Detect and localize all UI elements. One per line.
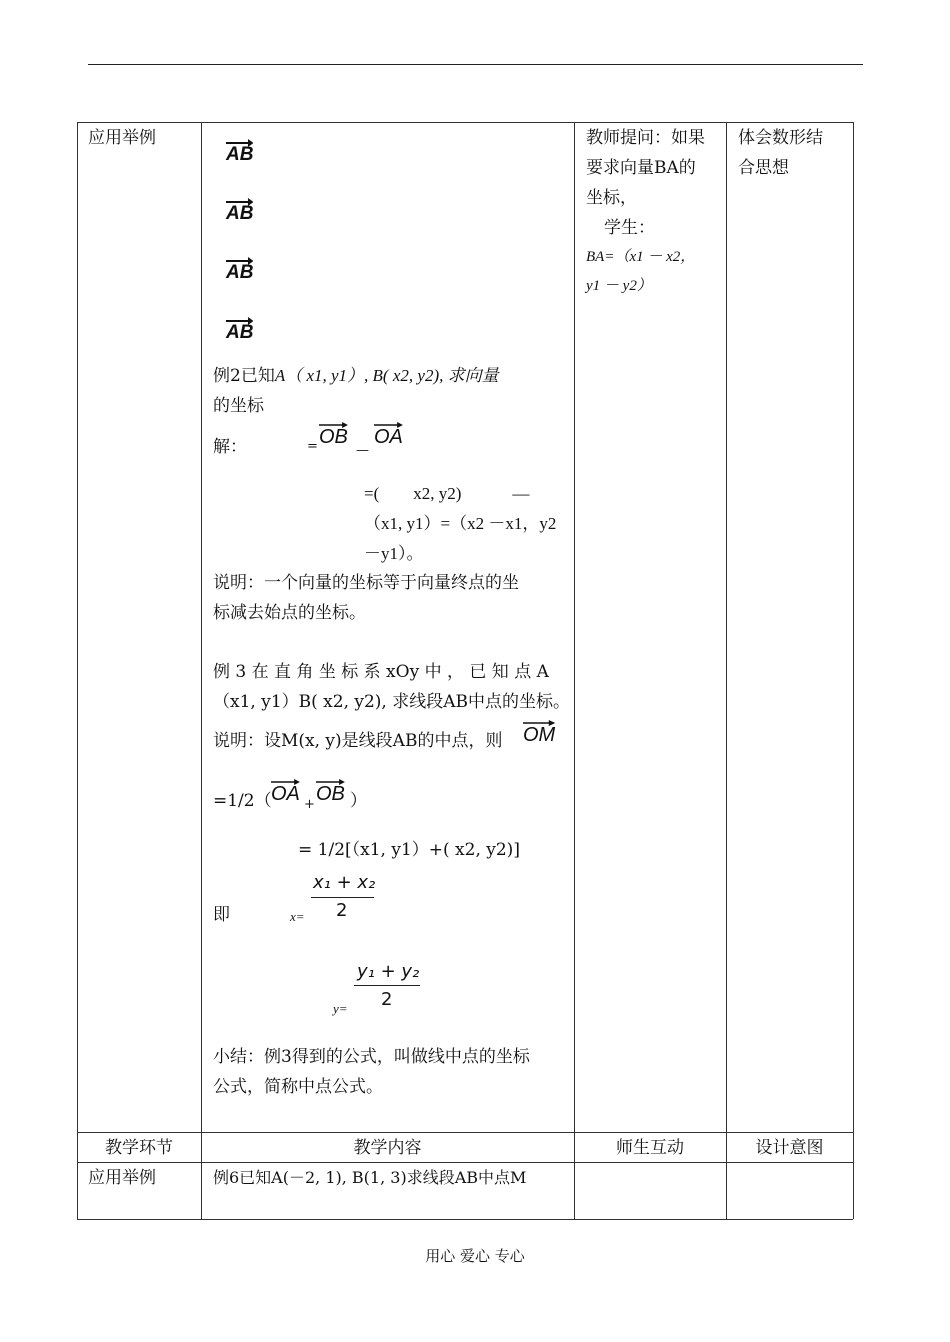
vector-ob: [319, 426, 348, 449]
table-col-divider-1: [201, 122, 202, 1219]
interaction-line4: 学生：: [604, 218, 655, 238]
vector-ab-1: [226, 144, 253, 166]
vector-ab-2: [226, 203, 253, 225]
solve-eq-prefix: =: [307, 439, 318, 454]
table-col-divider-3: [726, 122, 727, 1219]
example3-line1: 例 3 在 直 角 坐 标 系 xOy 中 ， 已 知 点 A: [213, 662, 549, 682]
intent-line1: 体会数形结: [738, 128, 823, 148]
vector-arrow-icon: [226, 317, 253, 325]
interaction-line5: BA=（x1 － x2，: [586, 249, 696, 265]
interaction-line2: 要求向量BA的: [586, 158, 696, 178]
interaction-line6: y1 － y2）: [586, 278, 652, 294]
half-plus: +: [304, 797, 315, 812]
vector-ab-text: AB: [226, 203, 254, 224]
example2-line2: 的坐标: [213, 396, 264, 416]
vector-arrow-icon: [374, 421, 403, 429]
solve-minus: —: [356, 443, 369, 458]
calc-line2: （x1, y1）=（x2 －x1，y2: [364, 514, 557, 533]
x-fraction-bar: [311, 897, 374, 898]
page-footer: 用心 爱心 专心: [425, 1247, 525, 1265]
header-col3: 师生互动: [616, 1138, 684, 1158]
vector-arrow-icon: [316, 778, 345, 786]
row2-section-label: 应用举例: [88, 1168, 156, 1188]
y-fraction-numerator: y₁ + y₂: [357, 961, 420, 982]
row2-content: 例6已知A(－2, 1), B(1, 3)求线段AB中点M: [213, 1168, 527, 1187]
vector-oa-2: [271, 783, 300, 806]
vector-arrow-icon: [226, 257, 253, 265]
table-top-border: [77, 122, 853, 123]
half-suffix: ）: [350, 791, 367, 811]
example2-label: 例2已知: [213, 366, 275, 386]
vector-arrow-icon: [271, 778, 300, 786]
example2-points: A（ x1, y1）, B( x2, y2), 求向量: [274, 366, 499, 385]
ji-label: 即: [213, 905, 230, 925]
vector-ob-2: [316, 783, 345, 806]
x-fraction-numerator: x₁ + x₂: [313, 872, 376, 893]
solve-label: 解：: [213, 437, 247, 457]
y-eq: y=: [333, 1001, 348, 1016]
table-bottom-border: [77, 1219, 853, 1220]
example3-line3: 说明：设M(x, y)是线段AB的中点，则: [213, 731, 503, 751]
vector-arrow-icon: [226, 198, 253, 206]
vector-ob-text: OB: [319, 426, 348, 448]
summary-line2: 公式，简称中点公式。: [213, 1077, 383, 1097]
x-fraction-denominator: 2: [336, 900, 348, 921]
table-left-border: [77, 122, 78, 1219]
interaction-line3: 坐标，: [586, 188, 637, 208]
intent-line2: 合思想: [738, 158, 789, 178]
example2-line1: [213, 361, 499, 391]
vector-ab-text: AB: [226, 262, 254, 283]
vector-oa: [374, 426, 403, 449]
summary-line1: 小结：例3得到的公式，叫做线中点的坐标: [213, 1047, 530, 1067]
vector-oa-text: OA: [374, 426, 403, 448]
vector-arrow-icon: [523, 719, 555, 727]
vector-ab-text: AB: [226, 322, 254, 343]
calc-line1: =( x2, y2) —: [364, 484, 530, 503]
table-col-divider-2: [574, 122, 575, 1219]
header-col1: 教学环节: [105, 1138, 173, 1158]
example3-line2: （x1, y1）B( x2, y2), 求线段AB中点的坐标。: [213, 692, 570, 712]
note1-line1: 说明：一个向量的坐标等于向量终点的坐: [213, 573, 519, 593]
x-eq: x=: [290, 909, 305, 924]
table-right-border: [853, 122, 854, 1219]
example3-line5: = 1/2[（x1, y1）+( x2, y2)]: [298, 840, 520, 860]
y-fraction-denominator: 2: [381, 989, 393, 1010]
y-fraction-bar: [354, 985, 420, 986]
note1-line2: 标减去始点的坐标。: [213, 603, 366, 623]
vector-ab-3: [226, 262, 253, 284]
vector-ab-4: [226, 322, 253, 344]
vector-ab-text: AB: [226, 144, 254, 165]
half-prefix: =1/2（: [213, 791, 272, 811]
interaction-line1: 教师提问：如果: [586, 128, 705, 148]
vector-oa-text: OA: [271, 783, 300, 805]
calc-line3: －y1）。: [364, 544, 424, 563]
vector-om: [523, 724, 555, 747]
vector-arrow-icon: [226, 139, 253, 147]
section-label: 应用举例: [88, 128, 156, 148]
vector-ob-text: OB: [316, 783, 345, 805]
vector-om-text: OM: [523, 724, 556, 746]
header-col4: 设计意图: [755, 1138, 824, 1158]
header-col2: 教学内容: [353, 1138, 422, 1158]
vector-arrow-icon: [319, 421, 348, 429]
page-header-rule: [88, 64, 863, 65]
